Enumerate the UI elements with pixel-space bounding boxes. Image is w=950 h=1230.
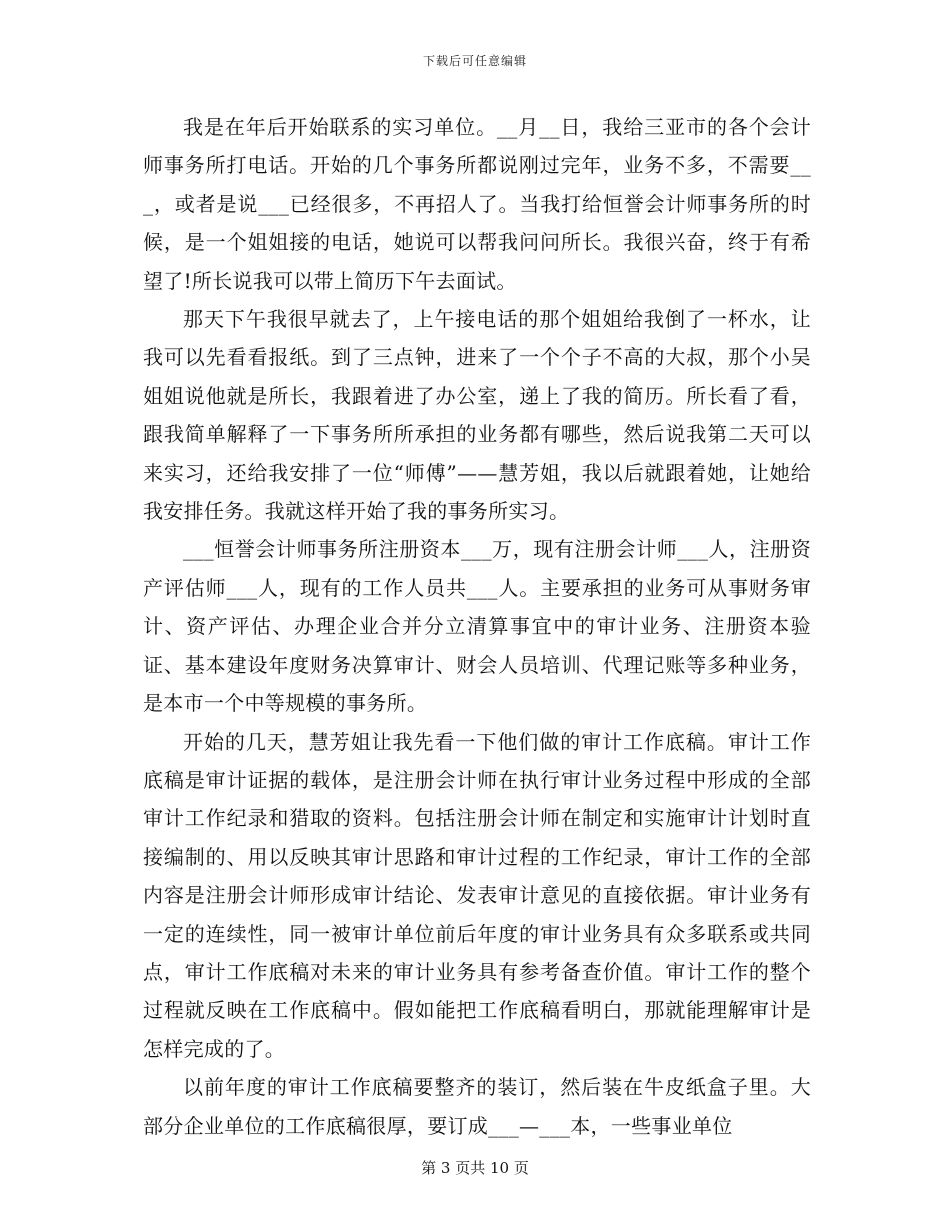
paragraph-firm-profile: ___恒誉会计师事务所注册资本___万，现有注册会计师___人，注册资产评估师___人，现有的工作人员共___人。主要承担的业务可从事财务审计、资产评估、办理企业合并分立清算事宜中的审计业务、注册资本验证、基本建设年度财务决算审计、财会人员培训、代理记账等多种业务，是本市一个中等规模的事务所。: [143, 537, 811, 716]
paragraph-interview: 那天下午我很早就去了，上午接电话的那个姐姐给我倒了一杯水，让我可以先看看报纸。到了三点钟，进来了一个个子不高的大叔，那个小吴姐姐说他就是所长，我跟着进了办公室，递上了我的简历。所长看了看，跟我简单解释了一下事务所所承担的业务都有哪些，然后说我第二天可以来实习，还给我安排了一位“师傅”——慧芳姐，我以后就跟着她，让她给我安排任务。我就这样开始了我的事务所实习。: [143, 307, 811, 524]
page-number: 第 3 页共 10 页: [421, 1159, 529, 1177]
paragraph-binding: 以前年度的审计工作底稿要整齐的装订，然后装在牛皮纸盒子里。大部分企业单位的工作底稿很厚，要订成___—___本，一些事业单位: [143, 1075, 811, 1138]
document-body: [143, 108, 811, 1145]
page-header: 下载后可任意编辑: [422, 54, 527, 68]
paragraph-internship-contact: 我是在年后开始联系的实习单位。__月__日，我给三亚市的各个会计师事务所打电话。开始的几个事务所都说刚过完年，业务不多，不需要___，或者是说___已经很多，不再招人了。当我打给恒誉会计师事务所的时候，是一个姐姐接的电话，她说可以帮我问问所长。我很兴奋，终于有希望了!所长说我可以带上简历下午去面试。: [143, 115, 811, 293]
paragraph-audit-workpapers: 开始的几天，慧芳姐让我先看一下他们做的审计工作底稿。审计工作底稿是审计证据的载体，是注册会计师在执行审计业务过程中形成的全部审计工作纪录和猎取的资料。包括注册会计师在制定和实施审计计划时直接编制的、用以反映其审计思路和审计过程的工作纪录，审计工作的全部内容是注册会计师形成审计结论、发表审计意见的直接依据。审计业务有一定的连续性，同一被审计单位前后年度的审计业务具有众多联系或共同点，审计工作底稿对未来的审计业务具有参考备查价值。审计工作的整个过程就反映在工作底稿中。假如能把工作底稿看明白，那就能理解审计是怎样完成的了。: [143, 729, 811, 1061]
